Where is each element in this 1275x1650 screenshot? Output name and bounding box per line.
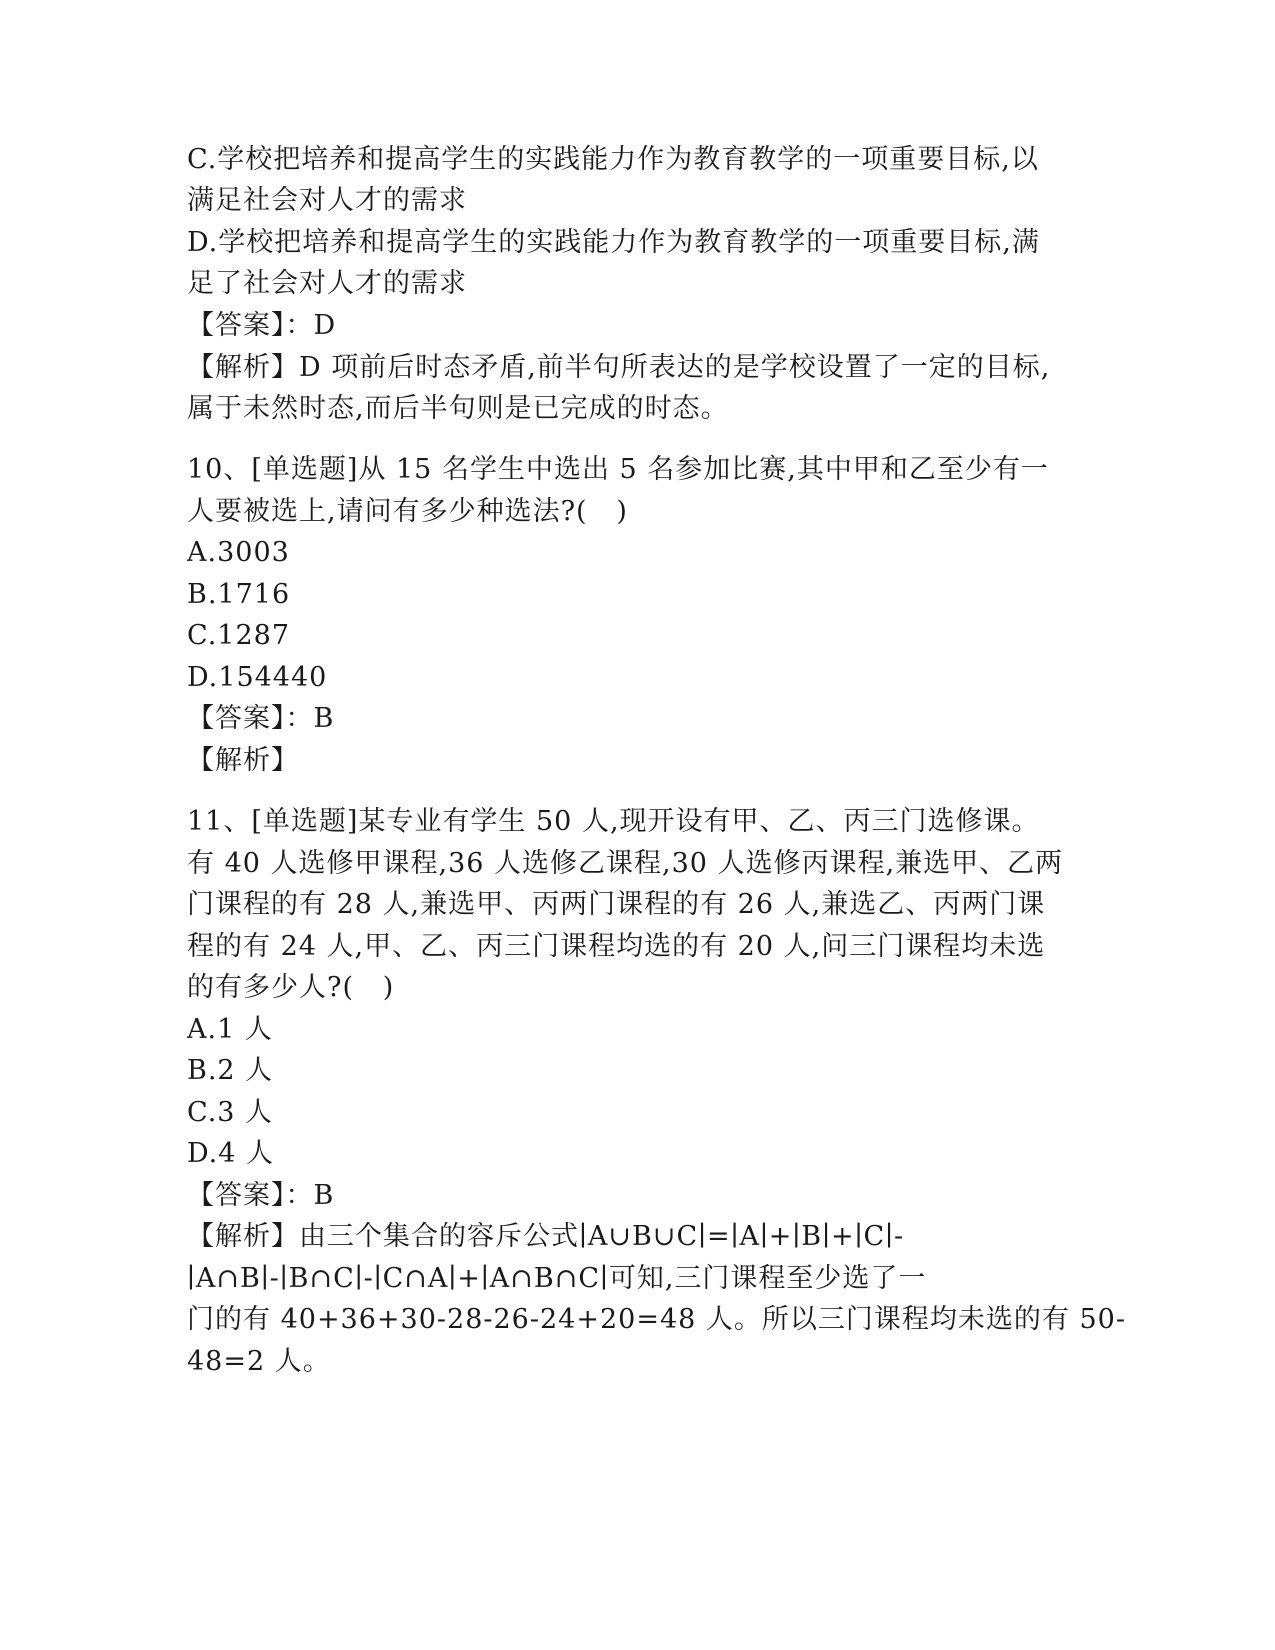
q11-analysis-line3: 门的有 40+36+30-28-26-24+20=48 人。所以三门课程均未选的有 50-: [187, 1304, 1126, 1335]
prev-option-c-line1: C.学校把培养和提高学生的实践能力作为教育教学的一项重要目标,以: [187, 144, 1039, 175]
prev-analysis-line2: 属于未然时态,而后半句则是已完成的时态。: [187, 393, 729, 424]
prev-option-d-line1: D.学校把培养和提高学生的实践能力作为教育教学的一项重要目标,满: [187, 227, 1040, 258]
q10-stem-line2: 人要被选上,请问有多少种选法?( ): [187, 496, 628, 527]
prev-analysis-line1: 【解析】D 项前后时态矛盾,前半句所表达的是学校设置了一定的目标,: [187, 352, 1051, 383]
q11-analysis-line4: 48=2 人。: [187, 1346, 331, 1377]
q10-answer: 【答案】：B: [187, 703, 335, 734]
q10-option-b: B.1716: [187, 579, 291, 610]
q11-option-a: A.1 人: [187, 1014, 273, 1045]
q11-answer: 【答案】：B: [187, 1180, 335, 1211]
q11-analysis-line1: 【解析】由三个集合的容斥公式∣A∪B∪C∣=∣A∣+∣B∣+∣C∣-: [187, 1221, 905, 1252]
q10-analysis: 【解析】: [187, 745, 299, 776]
q11-option-c: C.3 人: [187, 1097, 274, 1128]
q10-option-c: C.1287: [187, 620, 290, 651]
q11-stem-line5: 的有多少人?( ): [187, 972, 395, 1003]
prev-option-c-line2: 满足社会对人才的需求: [187, 185, 467, 216]
q10-option-a: A.3003: [187, 537, 290, 568]
prev-answer: 【答案】：D: [187, 310, 337, 341]
prev-option-d-line2: 足了社会对人才的需求: [187, 268, 467, 299]
q11-stem-line3: 门课程的有 28 人,兼选甲、丙两门课程的有 26 人,兼选乙、丙两门课: [187, 889, 1046, 920]
q11-option-d: D.4 人: [187, 1138, 275, 1169]
q11-analysis-line2: ∣A∩B∣-∣B∩C∣-∣C∩A∣+∣A∩B∩C∣可知,三门课程至少选了一: [187, 1263, 927, 1294]
q10-stem-line1: 10、[单选题]从 15 名学生中选出 5 名参加比赛,其中甲和乙至少有一: [187, 454, 1049, 485]
q11-stem-line4: 程的有 24 人,甲、乙、丙三门课程均选的有 20 人,问三门课程均未选: [187, 931, 1046, 962]
q11-stem-line2: 有 40 人选修甲课程,36 人选修乙课程,30 人选修丙课程,兼选甲、乙两: [187, 848, 1064, 879]
q10-option-d: D.154440: [187, 662, 328, 693]
q11-stem-line1: 11、[单选题]某专业有学生 50 人,现开设有甲、乙、丙三门选修课。: [187, 806, 1040, 837]
q11-option-b: B.2 人: [187, 1055, 274, 1086]
